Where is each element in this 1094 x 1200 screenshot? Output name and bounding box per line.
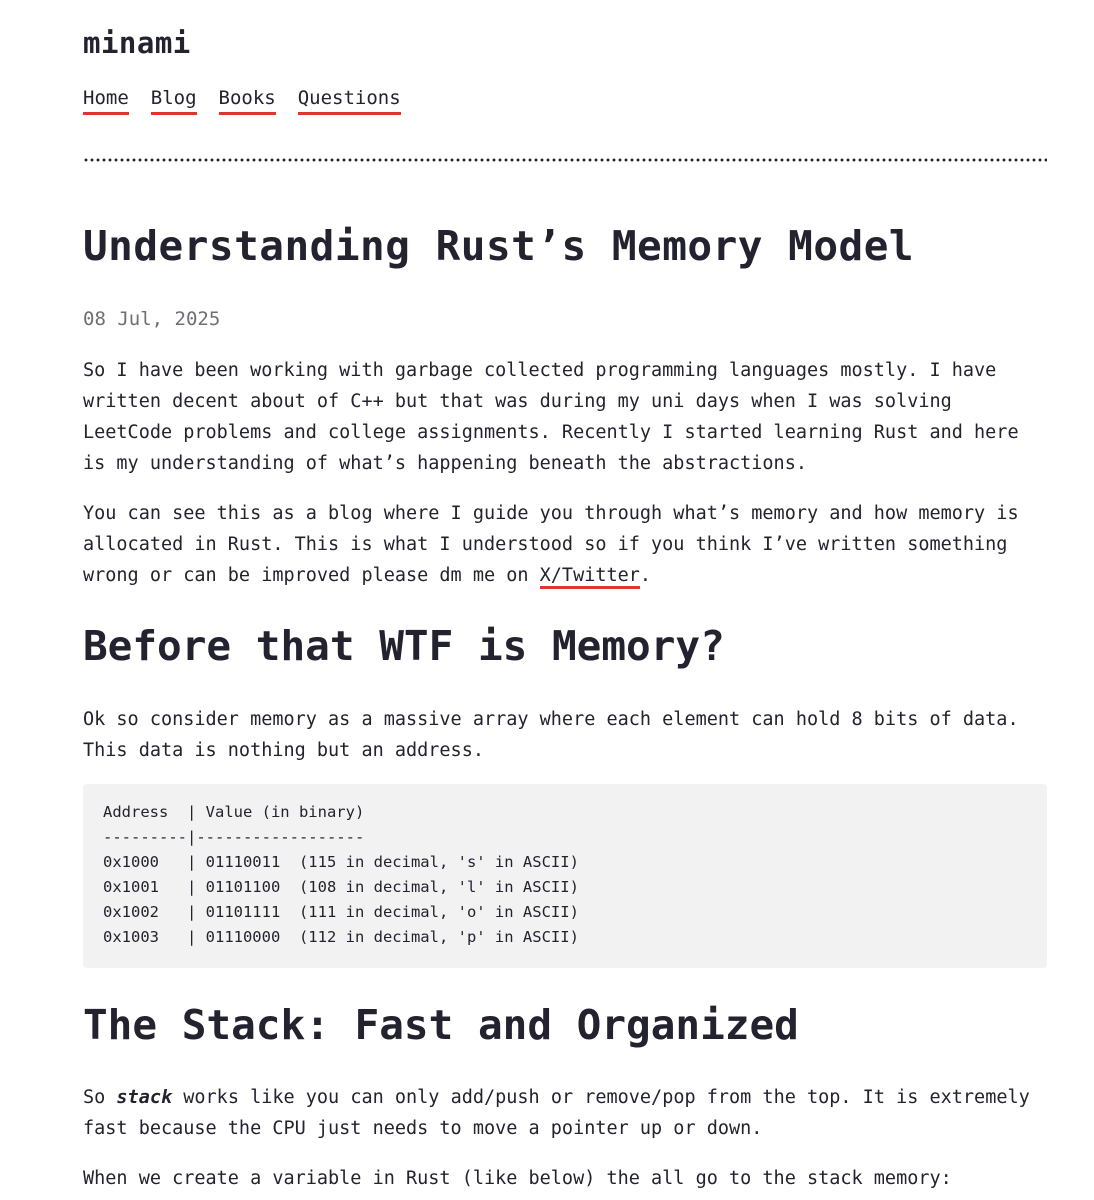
code-line: 0x1000 | 01110011 (115 in decimal, 's' in ASCII) (103, 853, 579, 871)
code-line: 0x1001 | 01101100 (108 in decimal, 'l' in ASCII) (103, 878, 579, 896)
code-block (83, 784, 1047, 968)
section-heading-stack: The Stack: Fast and Organized (83, 1001, 799, 1049)
stack-paragraph-1 (83, 1082, 1047, 1144)
twitter-link[interactable]: X/Twitter (540, 565, 640, 589)
intro-paragraph-2 (83, 498, 1047, 591)
main-nav (83, 86, 401, 115)
stack-paragraph-1-start: So (83, 1087, 117, 1108)
intro-paragraph-2-text: You can see this as a blog where I guide you through what’s memory and how memory is allocated in Rust. This is what I understood so if you think I’ve written something wrong or can be improved please dm me on (83, 503, 1019, 586)
code-line: 0x1003 | 01110000 (112 in decimal, 'p' in ASCII) (103, 928, 579, 946)
code-line: 0x1002 | 01101111 (111 in decimal, 'o' in ASCII) (103, 903, 579, 921)
section-heading-memory: Before that WTF is Memory? (83, 622, 725, 670)
nav-link-questions[interactable]: Questions (298, 86, 401, 115)
dotted-divider (83, 158, 1047, 162)
stack-paragraph-1-rest: works like you can only add/push or remove/pop from the top. It is extremely fast because the CPU just needs to move a pointer up or down. (83, 1087, 1030, 1139)
nav-link-books[interactable]: Books (219, 86, 276, 115)
intro-paragraph-1: So I have been working with garbage collected programming languages mostly. I have written decent about of C++ but that was during my uni days when I was solving LeetCode problems and college assignments. Recently I started learning Rust and here is my understanding of what’s happening beneath the abstractions. (83, 360, 1019, 474)
post-title: Understanding Rust’s Memory Model (83, 222, 915, 270)
site-title[interactable]: minami (83, 26, 191, 60)
intro-paragraph-2-end: . (639, 565, 652, 586)
code-line: ---------|------------------ (103, 828, 365, 846)
stack-keyword: stack (116, 1087, 173, 1108)
post-date: 08 Jul, 2025 (83, 308, 221, 330)
code-line: Address | Value (in binary) (103, 803, 365, 821)
stack-paragraph-2: When we create a variable in Rust (like below) the all go to the stack memory: (83, 1168, 952, 1189)
nav-link-home[interactable]: Home (83, 86, 129, 115)
memory-paragraph: Ok so consider memory as a massive array where each element can hold 8 bits of data. This data is nothing but an address. (83, 709, 1019, 761)
nav-link-blog[interactable]: Blog (151, 86, 197, 115)
